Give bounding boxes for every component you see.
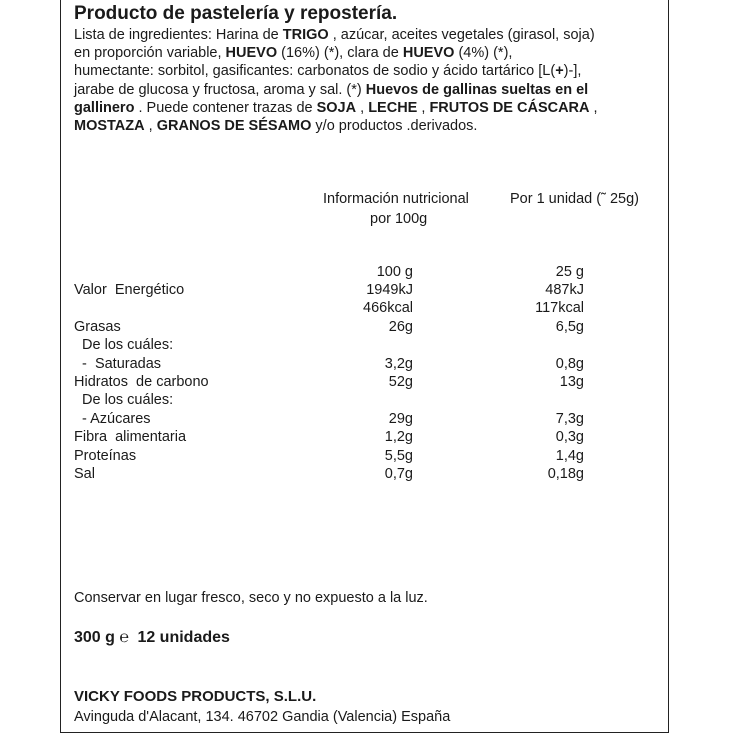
nutrient-value-per-unit: 487kJ — [545, 282, 584, 298]
ingredient-highlight: HUEVO — [225, 45, 278, 62]
ingredient-text: humectante: sorbitol, gasificantes: carbonatos de sodio y ácido tartárico [L( — [74, 63, 556, 80]
ingredients-line — [74, 62, 664, 80]
nutrient-label: Sal — [74, 466, 95, 482]
nutrient-label: Hidratos de carbono — [74, 374, 209, 390]
ingredient-text: . Puede contener trazas de — [134, 99, 317, 116]
nutrient-value-per100: 5,5g — [384, 447, 413, 464]
nutrient-value-per-unit: 13g — [559, 374, 584, 390]
ingredient-highlight: TRIGO — [282, 27, 329, 43]
nutrient-label: Grasas — [74, 318, 121, 335]
nutrient-value-per100: 0,7g — [384, 466, 413, 482]
ingredient-text: , — [144, 118, 157, 135]
net-weight — [74, 629, 230, 647]
ingredient-highlight: GRANOS DE SÉSAMO — [156, 118, 312, 135]
nutrient-value-per-unit: 0,8g — [555, 355, 584, 372]
ingredients-line — [74, 117, 664, 135]
ingredient-highlight: Huevos de gallinas sueltas en el — [365, 81, 589, 98]
nutrient-value-per100: 29g — [388, 410, 413, 427]
estimate-mark: ℮ — [119, 629, 129, 646]
unit-col2: 25 g — [555, 264, 584, 280]
nutrition-header-per-unit: Por 1 unidad (˜ 25g) — [510, 191, 639, 207]
weight-value: 300 g — [74, 629, 115, 646]
ingredients-line — [74, 26, 664, 44]
ingredients-line — [74, 81, 664, 99]
product-title: Producto de pastelería y repostería. — [74, 3, 398, 24]
ingredient-text: Lista de ingredientes: Harina de — [74, 27, 283, 43]
storage-instructions: Conservar en lugar fresco, seco y no expuesto a la luz. — [74, 590, 428, 606]
nutrient-value-per100: 3,2g — [384, 355, 413, 372]
ingredient-text: en proporción variable, — [74, 45, 226, 62]
company-name: VICKY FOODS PRODUCTS, S.L.U. — [74, 688, 317, 705]
ingredient-highlight: LECHE — [368, 99, 418, 116]
ingredient-highlight: gallinero — [74, 99, 135, 116]
ingredient-text: (16%) (*), clara de — [277, 45, 403, 62]
units-count: 12 unidades — [137, 629, 230, 646]
ingredient-text: , — [589, 99, 598, 116]
nutrient-label: Proteínas — [74, 447, 137, 464]
ingredient-text: )-], — [563, 63, 582, 80]
nutrient-value-per-unit: 0,3g — [555, 429, 584, 446]
nutrient-label: De los cuáles: — [74, 337, 174, 354]
nutrition-header-line1: Información nutricional — [323, 191, 469, 207]
ingredient-text: , azúcar, aceites vegetales (girasol, soja) — [328, 27, 595, 43]
nutrient-value-per100: 466kcal — [363, 300, 413, 317]
nutrient-value-per-unit: 1,4g — [555, 447, 584, 464]
nutrient-value-per100: 1949kJ — [366, 282, 413, 298]
nutrient-value-per-unit: 6,5g — [555, 318, 584, 335]
nutrient-value-per-unit: 7,3g — [555, 410, 584, 427]
nutrient-label: - Azúcares — [74, 410, 151, 427]
ingredient-text: , — [356, 99, 369, 116]
nutrition-header-per100 — [323, 190, 469, 209]
nutrient-label: - Saturadas — [74, 355, 162, 372]
ingredient-highlight: HUEVO — [402, 45, 455, 62]
nutrition-header-per100-line2: por 100g — [370, 211, 428, 227]
nutrient-value-per-unit: 0,18g — [547, 466, 584, 482]
nutrient-value-per-unit: 117kcal — [535, 300, 584, 317]
ingredient-text: , — [417, 99, 430, 116]
ingredient-highlight: MOSTAZA — [74, 118, 145, 135]
ingredient-text: (4%) (*), — [454, 45, 513, 62]
nutrient-value-per100: 52g — [388, 374, 413, 390]
nutrient-label: De los cuáles: — [74, 392, 174, 409]
unit-col1: 100 g — [376, 264, 413, 280]
nutrient-label: Valor Energético — [74, 282, 185, 298]
ingredient-highlight: + — [555, 63, 564, 80]
ingredients-list — [74, 26, 664, 135]
ingredient-text: y/o productos .derivados. — [311, 118, 478, 135]
nutrient-label: Fibra alimentaria — [74, 429, 187, 446]
ingredient-text: jarabe de glucosa y fructosa, aroma y sal. (*) — [74, 81, 366, 98]
company-address: Avinguda d'Alacant, 134. 46702 Gandia (Valencia) España — [74, 709, 451, 725]
ingredient-highlight: FRUTOS DE CÁSCARA — [429, 99, 590, 116]
nutrient-value-per100: 26g — [388, 318, 413, 335]
ingredient-highlight: SOJA — [316, 99, 357, 116]
ingredients-line — [74, 44, 664, 62]
nutrient-value-per100: 1,2g — [384, 429, 413, 446]
ingredients-line — [74, 99, 664, 117]
